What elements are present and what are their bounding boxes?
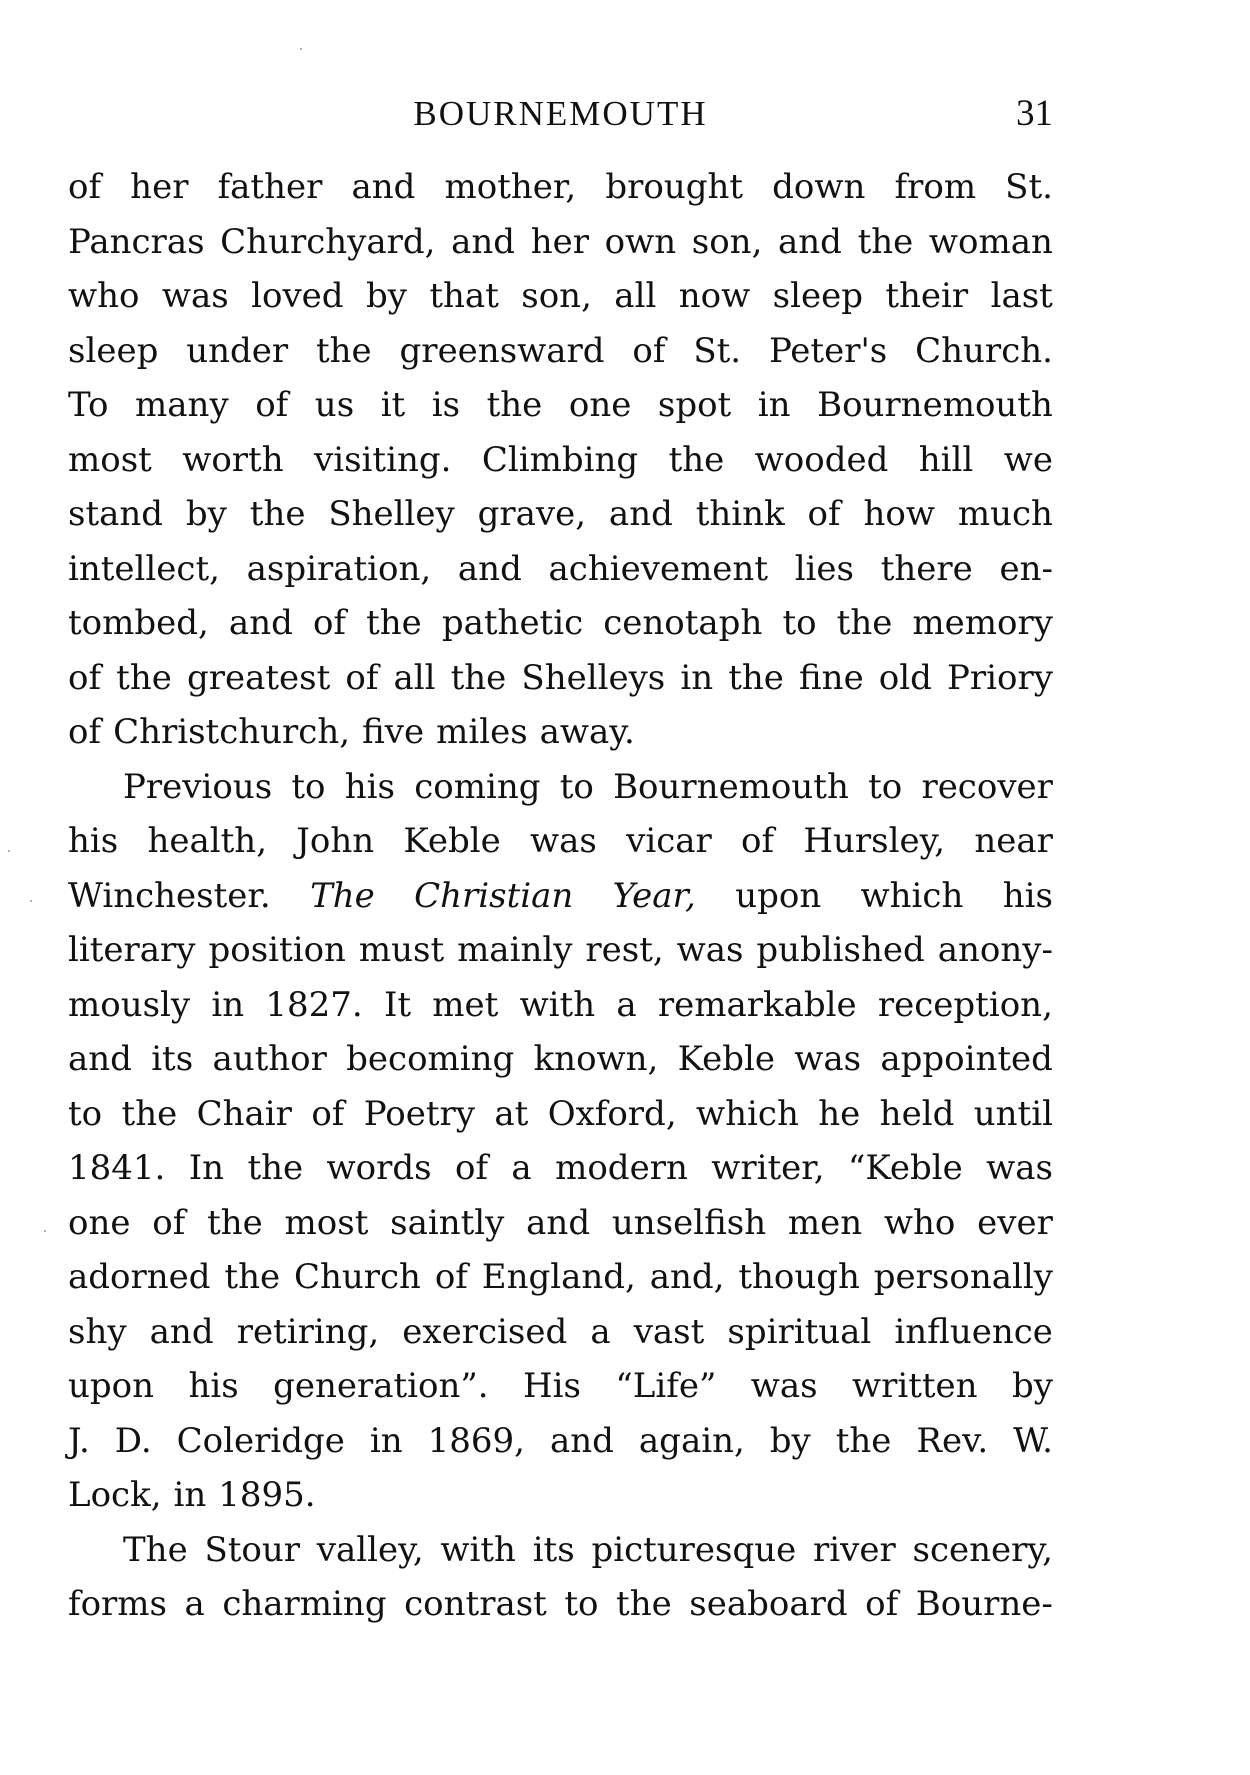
word: Hursley, [803, 821, 946, 861]
word: their [885, 276, 969, 316]
word: published [756, 930, 925, 970]
word: mously [68, 984, 191, 1025]
word: 1895. [218, 1475, 316, 1515]
word: held [879, 1093, 955, 1134]
word: the [116, 657, 172, 698]
word: health, [147, 821, 268, 861]
word: of [345, 657, 379, 698]
word: the [835, 1420, 892, 1461]
word: father [217, 167, 323, 207]
word: the [668, 439, 725, 480]
word: the [249, 494, 306, 534]
text-line [68, 978, 1053, 1033]
word: contrast [404, 1584, 547, 1624]
word: its [532, 1529, 575, 1570]
word: adorned [68, 1257, 211, 1297]
word: sleep [68, 330, 159, 371]
word: the [366, 603, 422, 643]
word: charming [222, 1584, 387, 1624]
word: picturesque [591, 1529, 797, 1570]
word: his [68, 821, 119, 861]
text-line [68, 869, 1053, 924]
word: five [362, 712, 425, 752]
word: Bournemouth [613, 766, 849, 807]
word: all [393, 657, 436, 698]
word: miles [436, 712, 528, 752]
word: of [68, 167, 102, 207]
word: stand [68, 494, 164, 534]
word: recover [921, 766, 1053, 807]
word: near [974, 821, 1053, 861]
word: intellect, [68, 548, 220, 589]
word: His [523, 1366, 581, 1406]
word: of [152, 1202, 186, 1243]
word: we [1003, 439, 1053, 480]
word: his [1002, 875, 1053, 916]
word: The [310, 875, 375, 916]
word: saintly [390, 1202, 505, 1243]
text-line [68, 596, 1053, 651]
word: Winchester. [68, 875, 271, 916]
word: wooded [754, 439, 889, 480]
word: ever [977, 1202, 1053, 1243]
word: the [857, 221, 914, 262]
word: known, [533, 1039, 659, 1079]
word: words [326, 1148, 432, 1188]
word: Pancras [68, 221, 205, 262]
word: of [454, 1148, 489, 1188]
word: must [358, 930, 445, 970]
word: W. [1013, 1420, 1053, 1461]
word: modern [555, 1148, 688, 1188]
word: Previous [123, 766, 273, 807]
word: D. [114, 1420, 152, 1461]
word: though [738, 1257, 860, 1297]
word: son, [691, 221, 763, 262]
word: which [696, 1093, 799, 1134]
text-line [68, 160, 1053, 215]
word: To [68, 385, 109, 425]
word: and [549, 1420, 614, 1461]
page-number: 31 [1016, 93, 1053, 134]
word: think [695, 494, 785, 534]
word: Peter's [768, 330, 888, 371]
word: Christchurch, [113, 712, 351, 752]
word: to [291, 766, 326, 807]
running-title: BOURNEMOUTH [413, 94, 708, 133]
word: loved [251, 276, 344, 316]
word: in [173, 1475, 207, 1515]
word: the [121, 1093, 178, 1134]
word: that [429, 276, 499, 316]
word: valley, [316, 1529, 424, 1570]
text-line [68, 1087, 1053, 1142]
word: becoming [346, 1039, 515, 1079]
word: brought [605, 167, 744, 207]
word: and [778, 221, 842, 262]
word: cenotaph [603, 603, 763, 643]
text-line [68, 1196, 1053, 1251]
word: away. [539, 712, 635, 752]
word: spot [657, 385, 732, 425]
word: visiting. [314, 439, 452, 480]
word: and [68, 1039, 132, 1079]
word: and, [649, 1257, 725, 1297]
word: there [880, 548, 973, 589]
scan-speck [30, 900, 32, 902]
word: author [212, 1039, 327, 1079]
word: shy [68, 1311, 127, 1352]
word: vast [633, 1311, 705, 1352]
word: fine [799, 657, 864, 698]
word: Church. [915, 330, 1053, 371]
word: of [434, 1257, 468, 1297]
word: en- [999, 548, 1053, 589]
word: of [807, 494, 841, 534]
word: of [312, 603, 346, 643]
word: greensward [399, 330, 605, 371]
word: Lock, [68, 1475, 162, 1515]
word: the [316, 330, 372, 371]
word: and [351, 167, 416, 207]
word: us [314, 385, 355, 425]
word: one [68, 1202, 131, 1243]
word: he [818, 1093, 861, 1134]
word: the [450, 657, 507, 698]
word: was [750, 1366, 818, 1406]
word: exercised [402, 1311, 568, 1352]
word: by [769, 1420, 811, 1461]
word: was [161, 276, 229, 316]
word: Coleridge [176, 1420, 345, 1461]
word: Keble [403, 821, 501, 861]
word: England, [481, 1257, 636, 1297]
word: Rev. [916, 1420, 989, 1461]
word: seaboard [689, 1584, 848, 1624]
word: vicar [626, 821, 712, 861]
text-line [68, 324, 1053, 379]
word: who [68, 276, 140, 316]
word: in [757, 385, 791, 425]
word: Church [293, 1257, 421, 1297]
word: Shelley [328, 494, 455, 534]
word: memory [912, 603, 1053, 643]
word: written [851, 1366, 978, 1406]
word: of [865, 1584, 899, 1624]
text-line [68, 1250, 1053, 1305]
word: reception, [877, 984, 1053, 1025]
word: writer, [711, 1148, 825, 1188]
word: 1827. [265, 984, 363, 1025]
word: J. [68, 1420, 90, 1461]
word: which [860, 875, 964, 916]
word: with [440, 1529, 516, 1570]
word: was [530, 821, 597, 861]
word: a [511, 1148, 532, 1188]
word: who [883, 1202, 956, 1243]
word: and [451, 221, 516, 262]
word: was [676, 930, 744, 970]
word: worth [182, 439, 284, 480]
text-line [68, 433, 1053, 488]
word: how [863, 494, 935, 534]
word: is [431, 385, 461, 425]
text-line [68, 1359, 1053, 1414]
word: by [185, 494, 227, 534]
word: the [486, 385, 543, 425]
word: woman [928, 221, 1053, 262]
word: upon [68, 1366, 155, 1406]
word: influence [894, 1311, 1053, 1352]
word: until [973, 1093, 1053, 1134]
word: The [123, 1529, 188, 1570]
word: the [836, 603, 893, 643]
word: greatest [186, 657, 331, 698]
word: from [894, 167, 977, 207]
word: Climbing [481, 439, 639, 480]
word: a [590, 1311, 611, 1352]
word: was [794, 1039, 862, 1079]
word: down [772, 167, 866, 207]
word: the [207, 1202, 263, 1243]
text-line [68, 1032, 1053, 1087]
word: Priory [947, 657, 1053, 698]
word: much [957, 494, 1053, 534]
word: coming [414, 766, 541, 807]
word: at [494, 1093, 529, 1134]
word: Bourne- [915, 1584, 1053, 1624]
word: it [380, 385, 406, 425]
word: and [149, 1311, 214, 1352]
word: to [782, 603, 817, 643]
word: Stour [204, 1529, 301, 1570]
word: by [365, 276, 407, 316]
text-line [68, 814, 1053, 869]
word: most [68, 439, 152, 480]
word: in [680, 657, 714, 698]
scan-speck [300, 48, 302, 50]
word: generation”. [273, 1366, 489, 1406]
running-head [68, 94, 1053, 134]
word: anony- [937, 930, 1053, 970]
text-line [68, 705, 1053, 760]
word: son, [521, 276, 592, 316]
word: to [68, 1093, 103, 1134]
word: river [813, 1529, 896, 1570]
word: and [526, 1202, 591, 1243]
word: remarkable [657, 984, 857, 1025]
word: of [68, 712, 102, 752]
body-text [68, 160, 1053, 1632]
text-line [68, 760, 1053, 815]
word: men [787, 1202, 863, 1243]
word: 1841. [68, 1148, 166, 1188]
word: a [616, 984, 637, 1025]
word: most [284, 1202, 369, 1243]
word: of [68, 657, 102, 698]
text-line [68, 1577, 1053, 1632]
word: many [135, 385, 229, 425]
text-line [68, 487, 1053, 542]
word: Shelleys [521, 657, 666, 698]
word: last [990, 276, 1053, 316]
word: and [228, 603, 293, 643]
word: met [432, 984, 499, 1025]
word: personally [873, 1257, 1053, 1297]
word: own [604, 221, 677, 262]
word: in [369, 1420, 403, 1461]
word: was [986, 1148, 1053, 1188]
text-line [68, 1468, 1053, 1523]
word: hill [918, 439, 974, 480]
word: Poetry [363, 1093, 475, 1134]
text-line [68, 923, 1053, 978]
word: Bournemouth [817, 385, 1053, 425]
word: spiritual [727, 1311, 872, 1352]
word: In [188, 1148, 225, 1188]
word: of [741, 821, 775, 861]
text-line [68, 1414, 1053, 1469]
word: St. [1005, 167, 1053, 207]
word: to [559, 766, 594, 807]
word: to [564, 1584, 599, 1624]
word: grave, [477, 494, 587, 534]
word: in [211, 984, 245, 1025]
word: of [255, 385, 289, 425]
word: under [186, 330, 289, 371]
word: 1869, [427, 1420, 525, 1461]
word: Oxford, [547, 1093, 677, 1134]
word: her [130, 167, 189, 207]
text-line [68, 378, 1053, 433]
word: one [568, 385, 632, 425]
word: Keble [677, 1039, 775, 1079]
word: Chair [196, 1093, 292, 1134]
word: mother, [444, 167, 577, 207]
word: lies [794, 548, 855, 589]
word: all [614, 276, 657, 316]
word: of [632, 330, 666, 371]
text-line [68, 1141, 1053, 1196]
word: forms [68, 1584, 167, 1624]
word: Christian [414, 875, 574, 916]
word: to [868, 766, 903, 807]
word: his [188, 1366, 239, 1406]
word: Churchyard, [220, 221, 436, 262]
word: “Keble [847, 1148, 963, 1188]
word: achievement [548, 548, 768, 589]
word: of [311, 1093, 345, 1134]
word: the [224, 1257, 281, 1297]
word: literary [68, 930, 196, 970]
word: now [678, 276, 751, 316]
word: scenery, [912, 1529, 1053, 1570]
word: mainly [457, 930, 573, 970]
text-line [68, 215, 1053, 270]
word: unselfish [611, 1202, 767, 1243]
word: rest, [585, 930, 664, 970]
word: St. [693, 330, 742, 371]
word: and [457, 548, 522, 589]
text-line [68, 542, 1053, 597]
word: old [878, 657, 932, 698]
word: Year, [612, 875, 696, 916]
word: a [184, 1584, 205, 1624]
word: its [151, 1039, 194, 1079]
word: the [616, 1584, 672, 1624]
word: retiring, [236, 1311, 380, 1352]
scan-speck [8, 850, 10, 852]
word: tombed, [68, 603, 209, 643]
text-line [68, 1523, 1053, 1578]
word: appointed [880, 1039, 1053, 1079]
word: his [344, 766, 395, 807]
word: pathetic [441, 603, 584, 643]
word: and [608, 494, 673, 534]
scan-speck [44, 1230, 46, 1232]
word: upon [735, 875, 822, 916]
word: again, [638, 1420, 745, 1461]
word: her [530, 221, 589, 262]
word: the [728, 657, 784, 698]
text-line [68, 651, 1053, 706]
word: aspiration, [246, 548, 432, 589]
word: the [247, 1148, 304, 1188]
word: by [1011, 1366, 1053, 1406]
word: sleep [772, 276, 863, 316]
word: John [296, 821, 375, 861]
text-line [68, 269, 1053, 324]
word: “Life” [615, 1366, 717, 1406]
word: with [519, 984, 596, 1025]
text-line [68, 1305, 1053, 1360]
word: position [208, 930, 346, 970]
word: It [383, 984, 412, 1025]
